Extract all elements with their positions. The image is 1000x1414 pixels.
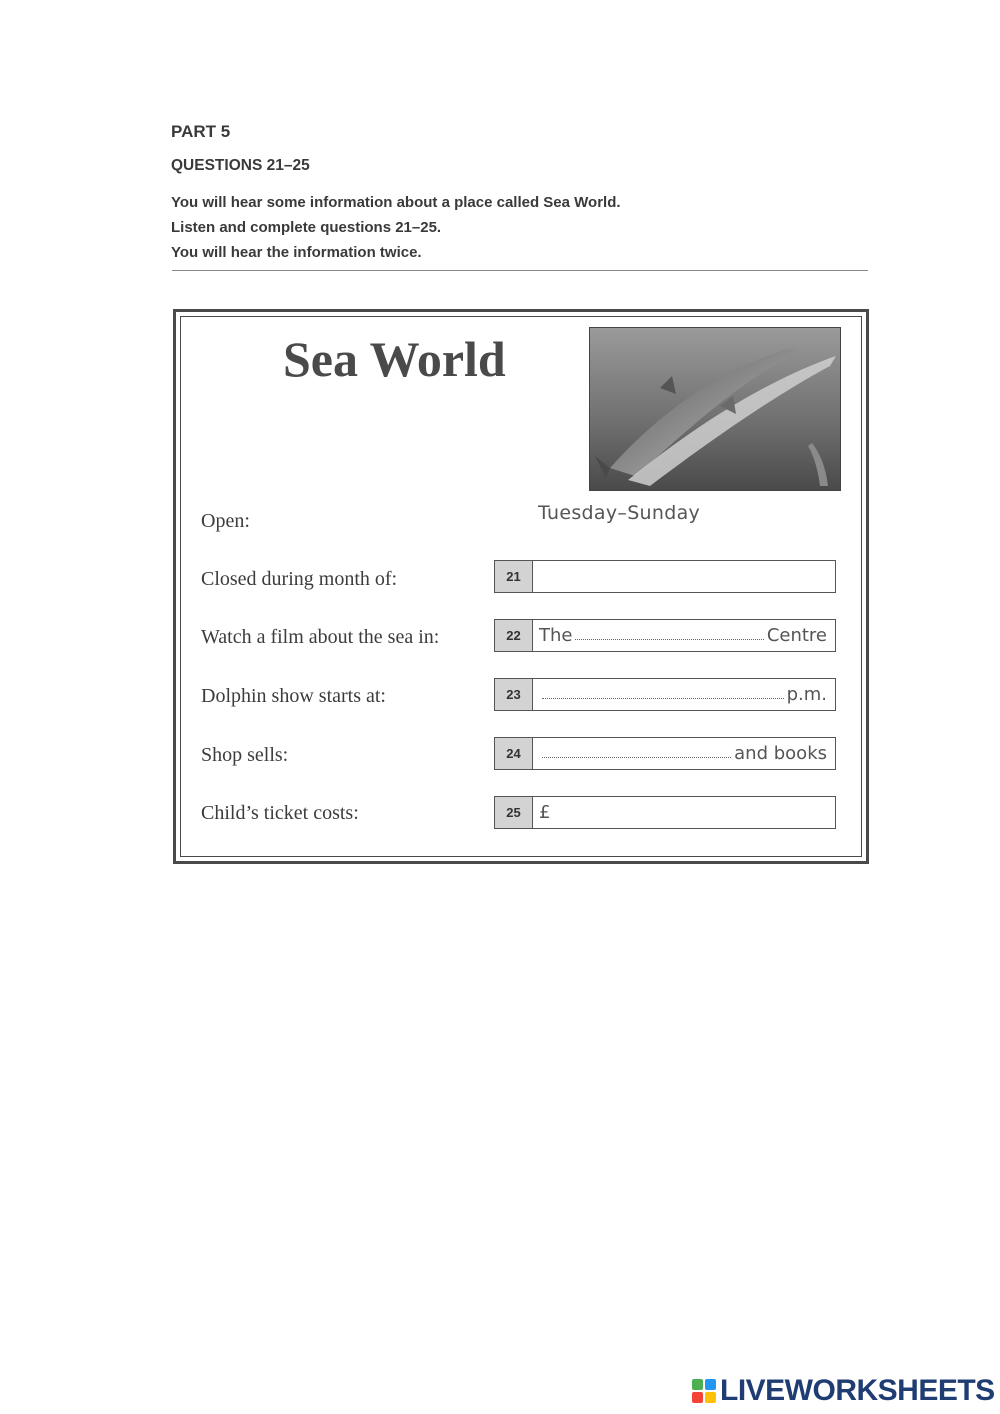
logo-text: LIVEWORKSHEETS: [720, 1374, 995, 1407]
question-25-number: 25: [495, 797, 533, 828]
answer-25-box[interactable]: [494, 796, 836, 829]
instruction-line-3: You will hear the information twice.: [171, 244, 422, 261]
answer-23-dotted-line: [542, 698, 784, 699]
question-21-label: Closed during month of:: [201, 568, 398, 590]
answer-22-field[interactable]: [533, 620, 835, 651]
open-label: Open:: [201, 510, 250, 532]
answer-24-box[interactable]: [494, 737, 836, 770]
answer-21-field[interactable]: [533, 561, 835, 592]
answer-25-prefix: £: [539, 802, 551, 823]
question-24-label: Shop sells:: [201, 744, 289, 766]
answer-22-box[interactable]: [494, 619, 836, 652]
question-23-number: 23: [495, 679, 533, 710]
question-23-label: Dolphin show starts at:: [201, 685, 386, 707]
notice-title: Sea World: [283, 331, 506, 387]
answer-22-prefix: The: [539, 625, 573, 646]
answer-23-suffix: p.m.: [786, 684, 827, 705]
answer-24-suffix: and books: [734, 743, 827, 764]
question-22-number: 22: [495, 620, 533, 651]
question-21-number: 21: [495, 561, 533, 592]
question-25-label: Child’s ticket costs:: [201, 802, 359, 824]
questions-heading: QUESTIONS 21–25: [171, 157, 310, 174]
part-heading: PART 5: [171, 122, 231, 141]
answer-23-field[interactable]: [533, 679, 835, 710]
divider: [172, 270, 868, 271]
dolphins-photo: [589, 327, 841, 491]
answer-22-dotted-line: [575, 639, 763, 640]
instruction-line-2: Listen and complete questions 21–25.: [171, 219, 442, 236]
liveworksheets-logo: [692, 1374, 995, 1408]
instruction-line-1: You will hear some information about a place called Sea World.: [171, 194, 621, 211]
answer-22-suffix: Centre: [766, 625, 827, 646]
question-24-number: 24: [495, 738, 533, 769]
sea-world-notice: [173, 309, 869, 864]
answer-24-dotted-line: [542, 757, 731, 758]
logo-icon: [692, 1379, 716, 1403]
answer-25-field[interactable]: [533, 797, 835, 828]
answer-24-field[interactable]: [533, 738, 835, 769]
answer-21-box[interactable]: [494, 560, 836, 593]
open-value: Tuesday–Sunday: [538, 502, 701, 524]
answer-23-box[interactable]: [494, 678, 836, 711]
dolphins-image: [590, 328, 840, 490]
question-22-label: Watch a film about the sea in:: [201, 626, 440, 648]
